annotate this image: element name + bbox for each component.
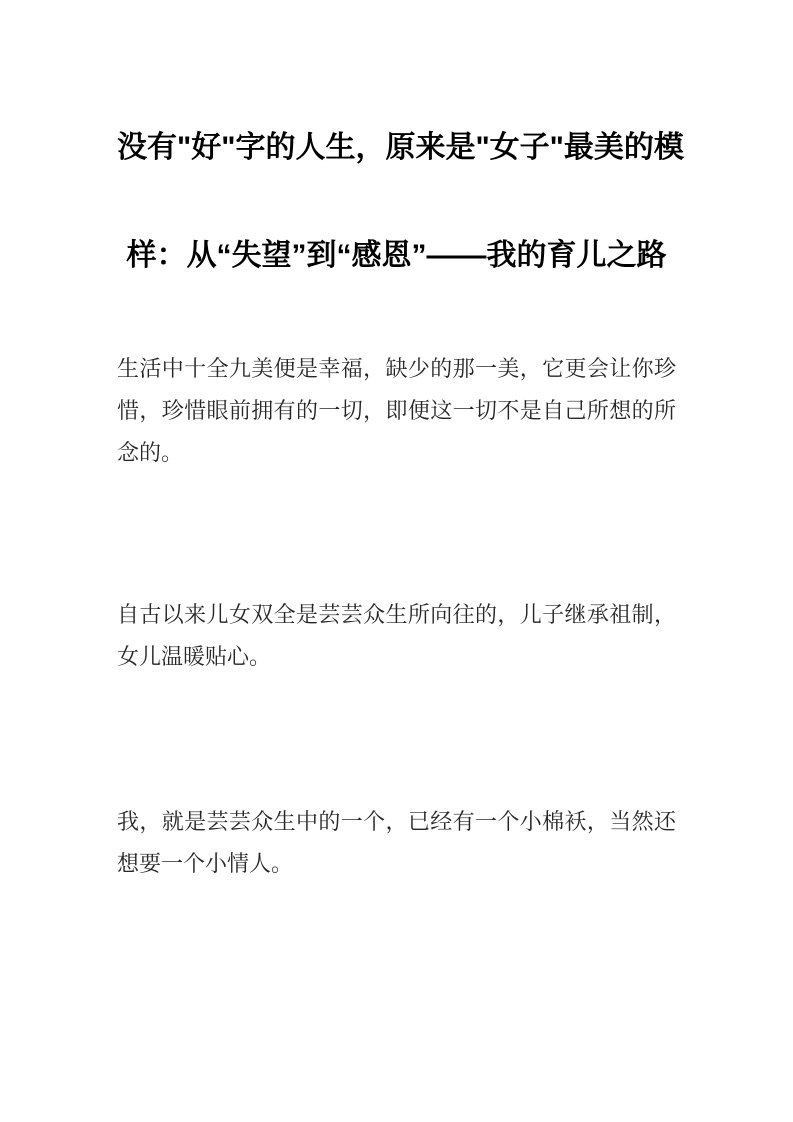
article-title-line-2: 样：从“失望”到“感恩”——我的育儿之路 bbox=[126, 239, 667, 272]
article-title-line-1: 没有"好"字的人生，原来是"女子"最美的模 bbox=[117, 131, 684, 164]
body-paragraph-1: 生活中十全九美便是幸福，缺少的那一美，它更会让你珍惜，珍惜眼前拥有的一切，即便这一切不是自己所想的所念的。 bbox=[117, 356, 676, 465]
article-title bbox=[117, 0, 684, 310]
body-paragraph-2: 自古以来儿女双全是芸芸众生所向往的，儿子继承祖制，女儿温暖贴心。 bbox=[117, 602, 676, 669]
body-paragraph-3: 我，就是芸芸众生中的一个，已经有一个小棉袄，当然还想要一个小情人。 bbox=[117, 809, 676, 876]
